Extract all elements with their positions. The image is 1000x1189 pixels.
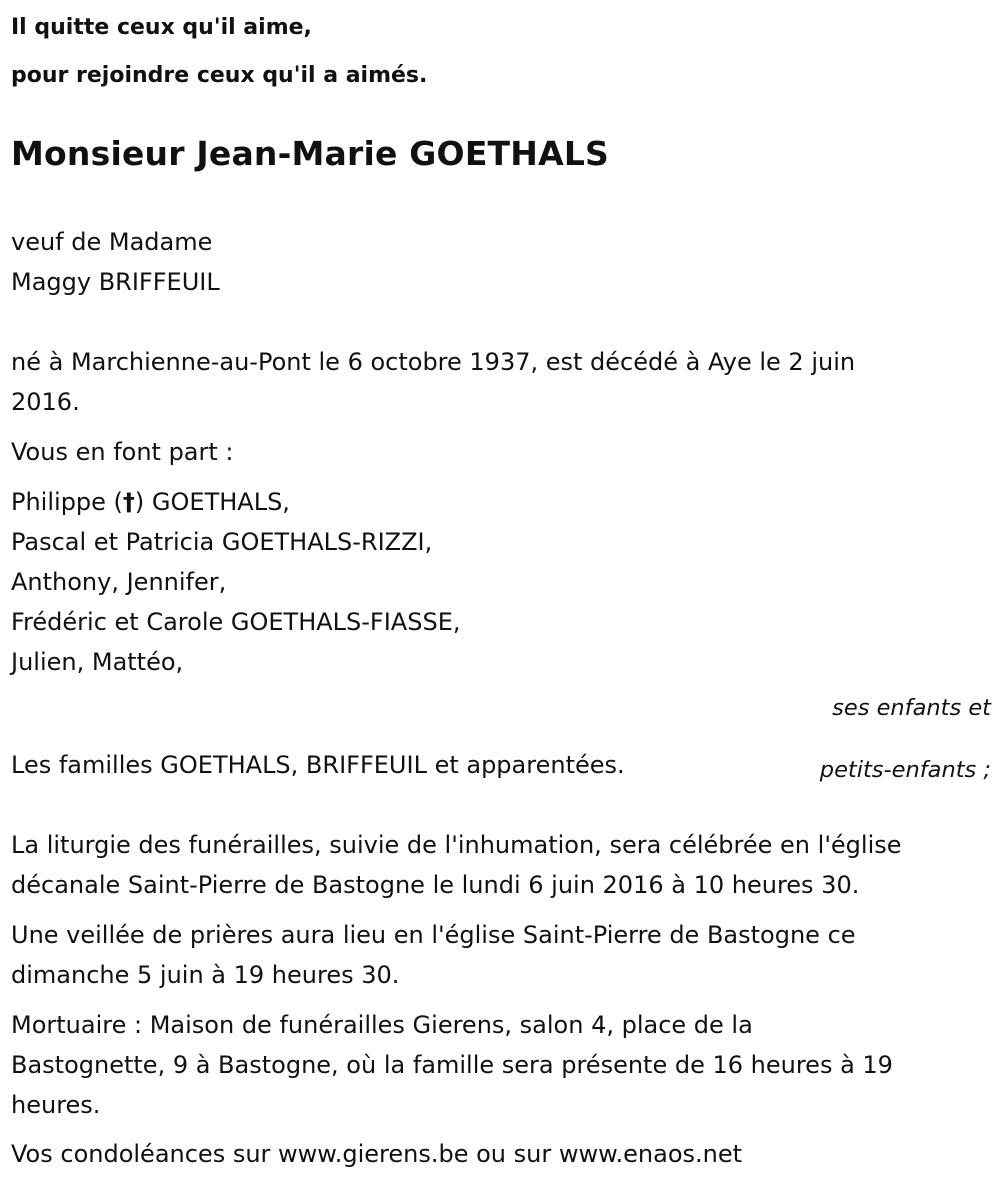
vigil-line-2: dimanche 5 juin à 19 heures 30. (11, 961, 400, 989)
cross-icon: † (122, 488, 135, 516)
family-line-anthony: Anthony, Jennifer, (11, 568, 227, 596)
family-line-frederic: Frédéric et Carole GOETHALS-FIASSE, (11, 608, 461, 636)
obituary-page (11, 0, 991, 1168)
birth-death-line-2: 2016. (11, 388, 80, 416)
mortuary-line-1: Mortuaire : Maison de funérailles Gierens, salon 4, place de la (11, 1011, 753, 1039)
widow-line-2: Maggy BRIFFEUIL (11, 268, 220, 296)
mortuary-info (11, 1005, 991, 1125)
relation-line-1: ses enfants et (832, 694, 991, 721)
birth-death-info (11, 342, 991, 422)
relation-line-2: petits-enfants ; (819, 757, 991, 783)
epigraph-line-1: Il quitte ceux qu'il aime, (11, 15, 312, 40)
vigil-info (11, 915, 991, 995)
extended-families-text: Les familles GOETHALS, BRIFFEUIL et apparentées. (11, 751, 625, 779)
widow-line-1: veuf de Madame (11, 228, 213, 256)
mortuary-line-2: Bastognette, 9 à Bastogne, où la famille sera présente de 16 heures à 19 (11, 1051, 893, 1079)
family-list (11, 482, 991, 682)
deceased-name: Monsieur Jean-Marie GOETHALS (11, 134, 610, 173)
family-line-julien: Julien, Mattéo, (11, 648, 184, 676)
philippe-start: Philippe ( (11, 488, 123, 516)
vigil-line-1: Une veillée de prières aura lieu en l'église Saint-Pierre de Bastogne ce (11, 921, 856, 949)
liturgy-line-1: La liturgie des funérailles, suivie de l'inhumation, sera célébrée en l'église (11, 831, 902, 859)
liturgy-info (11, 825, 991, 905)
epigraph (11, 4, 991, 100)
liturgy-line-2: décanale Saint-Pierre de Bastogne le lundi 6 juin 2016 à 10 heures 30. (11, 871, 860, 899)
birth-death-line-1: né à Marchienne-au-Pont le 6 octobre 1937, est décédé à Aye le 2 juin (11, 348, 856, 376)
widow-info (11, 222, 991, 302)
family-line-philippe (11, 482, 991, 522)
condolences-info (11, 1134, 991, 1174)
family-relation (11, 665, 991, 813)
condolences-text: Vos condoléances sur www.gierens.be ou sur www.enaos.net (11, 1140, 743, 1168)
mortuary-line-3: heures. (11, 1091, 101, 1119)
philippe-end: ) GOETHALS, (134, 488, 290, 516)
epigraph-line-2: pour rejoindre ceux qu'il a aimés. (11, 63, 428, 88)
extended-families (11, 745, 991, 785)
announcement-intro (11, 432, 991, 472)
announcement-intro-text: Vous en font part : (11, 438, 234, 466)
family-line-pascal: Pascal et Patricia GOETHALS-RIZZI, (11, 528, 433, 556)
